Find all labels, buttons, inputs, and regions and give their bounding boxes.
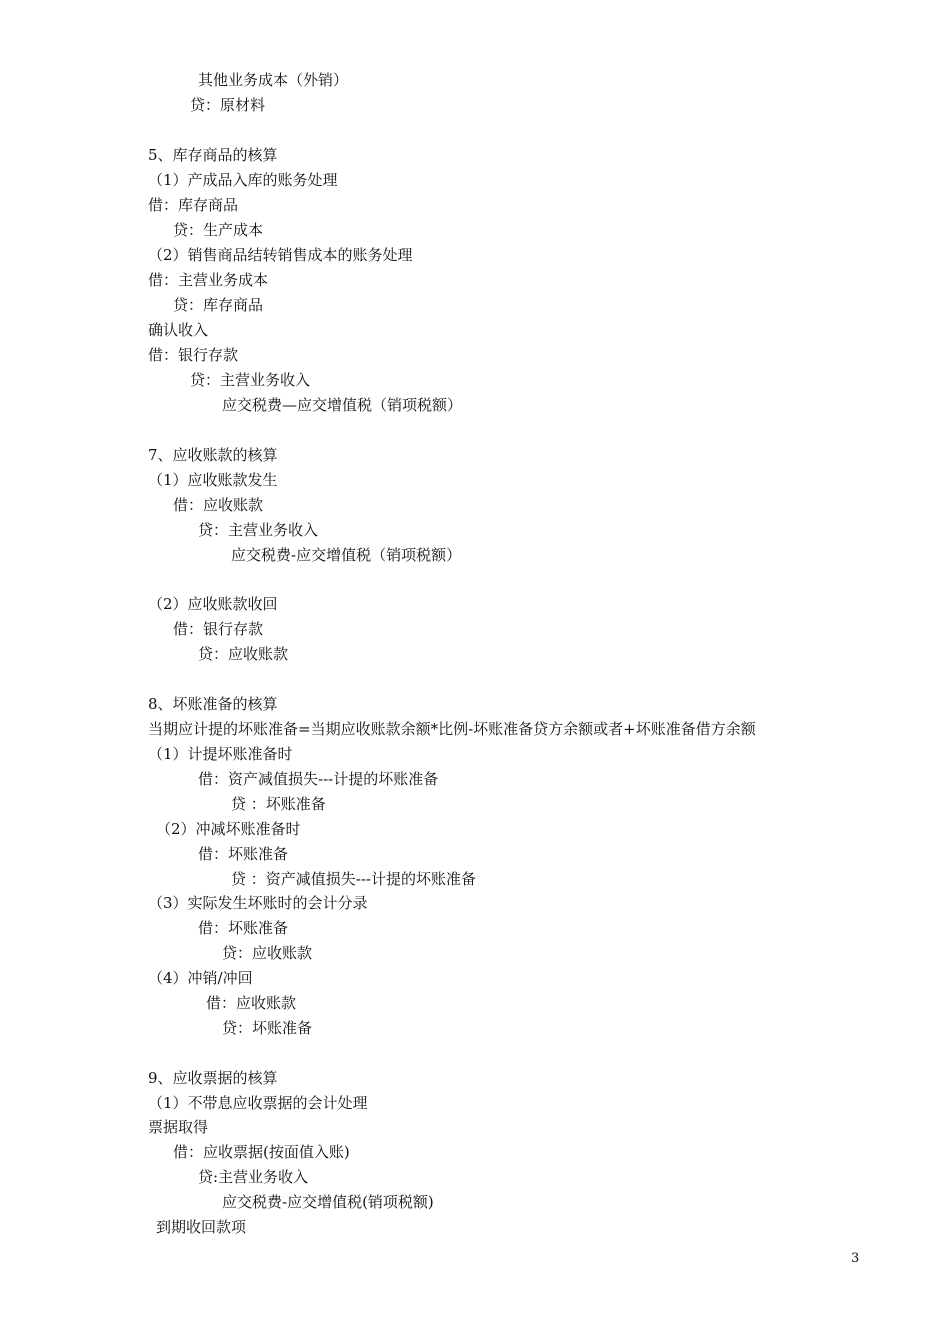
text-line: 借：资产减值损失---计提的坏账准备 — [198, 770, 439, 788]
text-line: （4）冲销/冲回 — [148, 969, 253, 987]
text-line: 贷 ：资产减值损失---计提的坏账准备 — [231, 870, 476, 888]
text-line: 借：库存商品 — [148, 196, 239, 214]
text-line: 应交税费-应交增值税（销项税额） — [231, 546, 462, 564]
text-line: （1）计提坏账准备时 — [148, 745, 293, 763]
section-heading: 7、应收账款的核算 — [148, 446, 278, 464]
text-line: （2）冲减坏账准备时 — [156, 820, 301, 838]
section-heading: 9、应收票据的核算 — [148, 1069, 278, 1087]
text-line: 贷 ：坏账准备 — [231, 795, 326, 813]
text-line: 贷：应收账款 — [198, 645, 289, 663]
text-line: 贷：原材料 — [190, 96, 266, 114]
text-line: 贷：主营业务收入 — [190, 371, 311, 389]
formula-line: 当期应计提的坏账准备=当期应收账款余额*比例-坏账准备贷方余额或者+坏账准备借方余额 — [148, 720, 756, 738]
page-number: 3 — [851, 1251, 860, 1266]
text-line: 借：应收票据(按面值入账) — [173, 1143, 350, 1161]
text-line: 贷：库存商品 — [173, 296, 264, 314]
text-line: 确认收入 — [148, 321, 209, 339]
text-line: （2）应收账款收回 — [148, 595, 278, 613]
text-line: 应交税费-应交增值税(销项税额) — [222, 1193, 434, 1211]
text-line: 贷：坏账准备 — [222, 1019, 313, 1037]
text-line: 借：坏账准备 — [198, 845, 289, 863]
text-line: （2）销售商品结转销售成本的账务处理 — [148, 246, 413, 264]
text-line: 借：主营业务成本 — [148, 271, 269, 289]
text-line: （3）实际发生坏账时的会计分录 — [148, 894, 368, 912]
text-line: 贷：应收账款 — [222, 944, 313, 962]
text-line: 借：银行存款 — [148, 346, 239, 364]
text-line: 贷:主营业务收入 — [198, 1168, 309, 1186]
text-line: （1）产成品入库的账务处理 — [148, 171, 338, 189]
text-line: 贷：主营业务收入 — [198, 521, 319, 539]
text-line: 其他业务成本（外销） — [198, 71, 349, 89]
text-line: （1）应收账款发生 — [148, 471, 278, 489]
text-line: 借：银行存款 — [173, 620, 264, 638]
text-line: 借：应收账款 — [173, 496, 264, 514]
text-line: 票据取得 — [148, 1118, 209, 1136]
text-line: 应交税费—应交增值税（销项税额） — [222, 396, 463, 414]
text-line: （1）不带息应收票据的会计处理 — [148, 1094, 368, 1112]
text-line: 贷：生产成本 — [173, 221, 264, 239]
text-line: 借：坏账准备 — [198, 919, 289, 937]
text-line: 借：应收账款 — [206, 994, 297, 1012]
text-line: 到期收回款项 — [156, 1218, 247, 1236]
section-heading: 5、库存商品的核算 — [148, 146, 278, 164]
section-heading: 8、坏账准备的核算 — [148, 695, 278, 713]
